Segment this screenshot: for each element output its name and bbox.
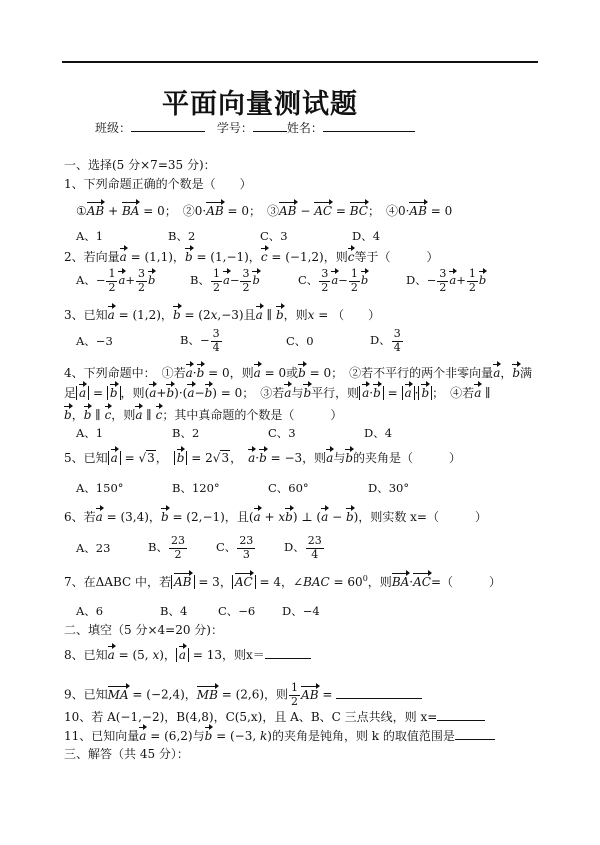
q5-option-b[interactable]: B、120° (172, 481, 220, 495)
id-field[interactable] (253, 118, 287, 132)
q7-option-b[interactable]: B、4 (160, 604, 188, 618)
q6-stem-b: 且 (236, 510, 249, 524)
q6-option-c-label: C、 (216, 540, 237, 555)
q1-statements: ①AB + BA = 0； ②0·AB = 0； ③AB − AC = BC； ④0·AB = 0 (76, 204, 453, 218)
q2-options (76, 268, 486, 294)
section-3-heading: 三、解答（共 45 分）： (64, 747, 189, 761)
q2-option-c-label: C、 (298, 273, 319, 288)
q4-line-1: 4、下列命题中： ①若a·b = 0，则a = 0或b = 0； ②若不平行的两个非零向量a，b满 (64, 366, 533, 380)
q4-l1-d: ； ②若不平行的两个非零向量 (331, 366, 494, 380)
q4-l3-a: 则 (123, 408, 136, 422)
q7-option-d[interactable]: D、−4 (282, 604, 320, 618)
q3-stem: 3、已知a = (1,2)，b = (2x,−3)且a ∥ b，则x = （ ） (64, 308, 381, 322)
q3-option-d-label: D、 (370, 333, 391, 348)
q6-option-a[interactable]: A、23 (76, 541, 111, 556)
q4-l2-a: 足 (64, 386, 77, 400)
q4-line-3: b，b ∥ c，则a ∥ c；其中真命题的个数是（ ） (64, 408, 343, 422)
q7-stem-a: 7、在ΔABC 中，若 (64, 575, 172, 589)
q4-l2-b: ，则 (120, 386, 145, 400)
id-label: 学号： (216, 121, 253, 135)
q5-stem-b: ，则 (302, 451, 327, 465)
q7-option-a[interactable]: A、6 (76, 604, 104, 618)
q7-stem-b: 则 (379, 575, 392, 589)
name-field[interactable] (323, 118, 415, 132)
q4-option-c[interactable]: C、3 (268, 426, 296, 440)
q2-option-a-label: A、 (76, 273, 96, 288)
q3-option-c[interactable]: C、0 (286, 334, 314, 349)
q5-option-a[interactable]: A、150° (76, 481, 124, 495)
q4-l1-e: 满 (520, 366, 533, 380)
q11-stem-a: 11、已知向量 (64, 729, 140, 743)
q8-stem: 8、已知a = (5, x)， a = 13，则x＝ (64, 646, 311, 663)
q8-stem-a: 8、已知 (64, 648, 108, 662)
q6-options (76, 535, 325, 561)
q9-stem-a: 9、已知 (64, 687, 108, 702)
q3-option-d[interactable]: D、 $\frac{3}{4}$ (370, 327, 401, 354)
q4-option-a[interactable]: A、1 (76, 426, 104, 440)
q3-options (76, 328, 404, 354)
q9-stem: 9、已知MA = (−2,4)，MB = (2,6)，则 $\frac{1}{2}$ AB = (64, 682, 422, 708)
q3-stem-a: 3、已知 (64, 308, 108, 322)
q4-l1-a: 4、下列命题中： ①若 (64, 366, 186, 380)
q4-option-d[interactable]: D、4 (364, 426, 393, 440)
q3-option-b-label: B、 (180, 333, 200, 348)
q11-answer-blank[interactable] (455, 727, 495, 740)
section-1-heading: 一、选择(5 分×7=35 分)： (64, 158, 216, 172)
q2-option-a[interactable]: A、− $\frac{1}{2}$ a+ $\frac{3}{2}$ b (76, 267, 156, 294)
q6-option-d[interactable]: D、 $\frac{23}{4}$ (284, 534, 322, 561)
q4-l1-b: ，则 (229, 366, 254, 380)
q7-option-c[interactable]: C、−6 (218, 604, 256, 618)
q9-stem-b: ，则 (264, 687, 289, 702)
q7-options (76, 603, 320, 619)
q8-answer-blank[interactable] (265, 646, 311, 659)
q2-option-d-label: D、 (406, 273, 427, 288)
q6-stem: 6、若a = (3,4)，b = (2,−1)，且(a + xb) ⊥ (a − b)，则实数 x=（ ） (64, 510, 487, 524)
q2-stem-a: 2、若向量 (64, 250, 120, 264)
q2-stem-b: 则 (335, 250, 348, 264)
q1-option-c[interactable]: C、3 (260, 229, 288, 243)
q11-stem: 11、已知向量a = (6,2)与b = (−3, k)的夹角是钝角，则 k 的取值范围是 (64, 727, 495, 744)
class-label: 班级： (95, 121, 132, 135)
q4-l3-b: ；其中真命题的个数是（ ） (162, 408, 343, 422)
q4-option-b[interactable]: B、2 (172, 426, 200, 440)
q4-options (76, 425, 392, 441)
q10-stem-text: 10、若 A(−1,−2)，B(4,8)，C(5,x)，且 A、B、C 三点共线，则 x= (64, 710, 438, 724)
q1-options (76, 228, 380, 244)
q7-stem-c: =（ ） (430, 575, 502, 589)
q11-stem-b: 与 (192, 729, 205, 743)
q5-stem-c: 与 (333, 451, 346, 465)
q10-stem (64, 708, 485, 725)
q5-option-d[interactable]: D、30° (368, 481, 410, 495)
q5-options (76, 480, 409, 496)
q4-l2-d: 与 (291, 386, 304, 400)
q2-option-b[interactable]: B、 $\frac{1}{2}$ a− $\frac{3}{2}$ b (190, 267, 260, 294)
q2-option-c[interactable]: C、 $\frac{3}{2}$ a− $\frac{1}{2}$ b (298, 267, 369, 294)
q5-stem-a: 5、已知 (64, 451, 108, 465)
student-info (95, 118, 415, 136)
name-label: 姓名： (286, 121, 323, 135)
page-title: 平面向量测试题 (162, 89, 358, 120)
q3-stem-b: 且 (243, 308, 256, 322)
q3-option-a[interactable]: A、−3 (76, 334, 113, 349)
q5-stem: 5、已知 a = √3， b = 2√3， a·b = −3，则a与b的夹角是（ ） (64, 451, 462, 465)
top-rule (62, 61, 538, 63)
q4-line-2: 足 a = b ，则(a+b)·(a−b) = 0； ③若a与b平行，则 a·b = a · b ； ④若a ∥ (64, 386, 491, 400)
q9-answer-blank[interactable] (336, 686, 422, 699)
q3-option-b[interactable]: B、− $\frac{3}{4}$ (180, 327, 220, 354)
q2-option-b-label: B、 (190, 273, 210, 288)
q6-stem-c: ，则实数 x=（ ） (358, 510, 487, 524)
q1-option-a[interactable]: A、1 (76, 229, 104, 243)
q3-stem-c: ，则 (283, 308, 308, 322)
q2-stem: 2、若向量a = (1,1)，b = (1,−1)，c = (−1,2)，则c等于（ ） (64, 250, 439, 264)
q8-stem-b: 则x＝ (234, 648, 265, 662)
q6-option-b-label: B、 (148, 540, 168, 555)
q5-option-c[interactable]: C、60° (268, 481, 309, 495)
q7-stem: 7、在ΔABC 中，若 AB = 3， AC = 4，∠BAC = $60^0$，则BA·AC=（ ） (64, 574, 502, 589)
q4-l2-e: 平行，则 (311, 386, 360, 400)
q5-stem-d: 的夹角是（ ） (353, 451, 462, 465)
q2-stem-c: 等于（ ） (354, 250, 439, 264)
q6-option-b[interactable]: B、 $\frac{23}{2}$ (148, 534, 185, 561)
q10-answer-blank[interactable] (437, 708, 485, 721)
q6-stem-a: 6、若 (64, 510, 96, 524)
q6-option-c[interactable]: C、 $\frac{23}{3}$ (216, 534, 254, 561)
q1-stem: 1、下列命题正确的个数是（ ） (64, 177, 252, 191)
q4-l2-c: ； ③若 (242, 386, 285, 400)
q11-stem-c: 的夹角是钝角，则 k 的取值范围是 (271, 729, 455, 743)
q2-option-d[interactable]: D、− $\frac{3}{2}$ a+ $\frac{1}{2}$ b (406, 267, 487, 294)
q1-option-b[interactable]: B、2 (168, 229, 196, 243)
q4-l2-f: ； ④若 (432, 386, 475, 400)
q4-l1-c: 或 (286, 366, 299, 380)
section-2-heading: 二、填空（5 分×4=20 分)： (64, 623, 223, 637)
class-field[interactable] (131, 118, 205, 132)
q6-option-d-label: D、 (284, 540, 305, 555)
q3-stem-d: （ ） (332, 308, 381, 322)
q1-option-d[interactable]: D、4 (352, 229, 381, 243)
